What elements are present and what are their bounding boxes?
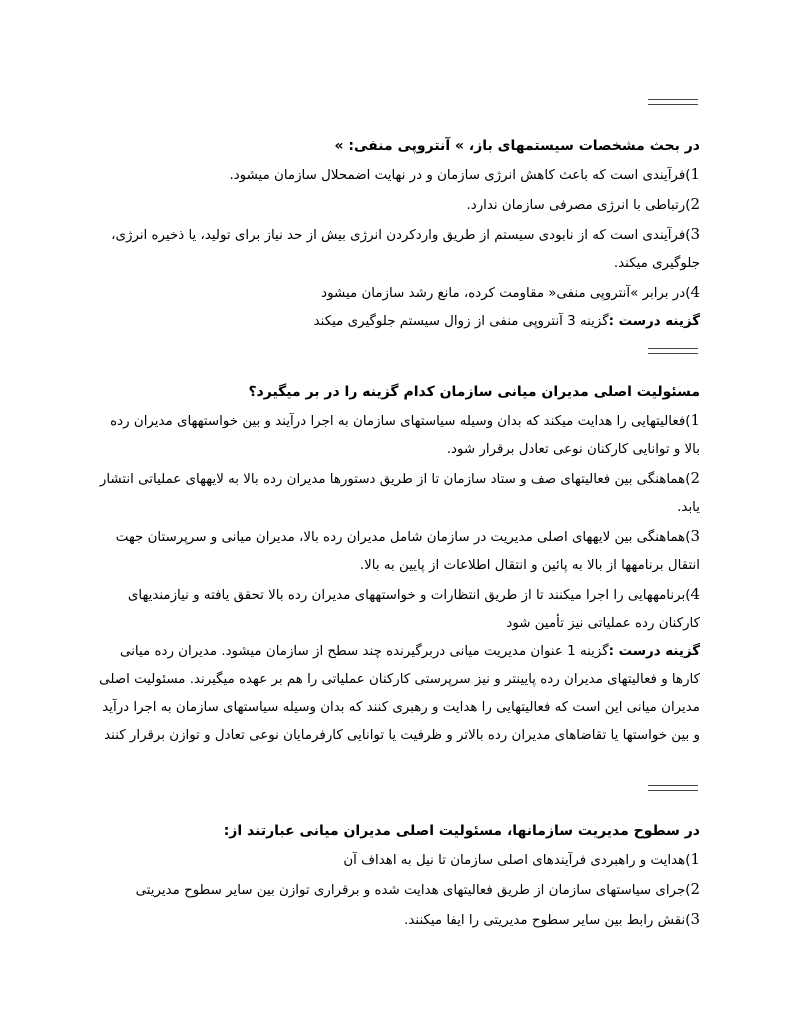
question-block-1	[95, 132, 700, 336]
question-title: در سطوح مدیریت سازمانها، مسئولیت اصلی مدیران میانی عبارتند از:	[223, 823, 700, 839]
answer-text: گزینه 3 آنتروپی منفی از زوال سیستم جلوگیری میکند	[313, 314, 609, 329]
option-number: 3	[690, 225, 700, 243]
option-item	[95, 190, 700, 220]
option-text: )برنامههایی را اجرا میکنند تا از طریق انتظارات و خواستههای مدیران رده بالا تحقق یافته و نیازمندیهای کارکنان رده عملیاتی نیز تأمین شود	[127, 588, 700, 631]
option-item	[95, 464, 700, 522]
question-title: در بحث مشخصات سیستمهای باز، » آنتروپی منفی: »	[334, 138, 700, 154]
option-number: 4	[690, 585, 700, 603]
option-item	[95, 580, 700, 638]
option-text: )فعالیتهایی را هدایت میکند که بدان وسیله سیاستهای سازمان به اجرا درآیند و بین خواستههای مدیران رده بالا و توانایی کارکنان نوعی تعادل برقرار شود.	[110, 414, 700, 457]
separator-line	[648, 348, 698, 354]
option-item	[95, 905, 700, 935]
option-number: 1	[690, 411, 700, 429]
option-number: 1	[690, 850, 700, 868]
question-title: مسئولیت اصلی مدیران میانی سازمان کدام گزینه را در بر میگیرد؟	[248, 384, 700, 400]
question-block-3	[95, 817, 700, 935]
option-number: 3	[690, 910, 700, 928]
answer-paragraph	[95, 308, 700, 336]
option-item	[95, 845, 700, 875]
question-block-2	[95, 378, 700, 750]
option-item	[95, 220, 700, 278]
option-text: )در برابر »آنتروپی منفی« مقاومت کرده، مانع رشد سازمان میشود	[321, 286, 691, 301]
option-item	[95, 160, 700, 190]
option-text: )هدایت و راهبردی فرآیندهای اصلی سازمان تا نیل به اهداف آن	[343, 853, 691, 868]
option-item	[95, 522, 700, 580]
option-text: )هماهنگی بین فعالیتهای صف و ستاد سازمان تا از طریق دستورها مدیران رده بالا به لایههای عملیاتی انتشار یابد.	[99, 472, 700, 515]
separator-line	[648, 785, 698, 791]
option-item	[95, 875, 700, 905]
answer-paragraph	[95, 638, 700, 750]
option-number: 2	[690, 880, 700, 898]
option-number: 3	[690, 527, 700, 545]
option-number: 2	[690, 469, 700, 487]
option-text: )فرآیندی است که باعث کاهش انرژی سازمان و در نهایت اضمحلال سازمان میشود.	[229, 168, 691, 183]
option-text: )رتباطی با انرژی مصرفی سازمان ندارد.	[466, 198, 691, 213]
option-text: )جرای سیاستهای سازمان از طریق فعالیتهای هدایت شده و برقراری توازن بین سایر سطوح مدیریتی	[135, 883, 691, 898]
option-item	[95, 278, 700, 308]
option-item	[95, 406, 700, 464]
option-number: 4	[690, 283, 700, 301]
option-number: 1	[690, 165, 700, 183]
option-text: )هماهنگی بین لایههای اصلی مدیریت در سازمان شامل مدیران رده بالا، مدیران میانی و سرپرستان جهت انتقال برنامهها از بالا به پائین و انتقال اطلاعات از پایین به بالا.	[115, 530, 700, 573]
option-text: )نقش رابط بین سایر سطوح مدیریتی را ایفا میکنند.	[404, 913, 691, 928]
separator-line	[648, 99, 698, 105]
option-text: )فرآیندی است که از نابودی سیستم از طریق واردکردن انرژی بیش از حد نیاز برای تولید، یا ذخیره انرژی، جلوگیری میکند.	[111, 228, 700, 271]
answer-text: گزینه 1 عنوان مدیریت میانی دربرگیرنده چند سطح از سازمان میشود. مدیران رده میانی کارها و فعالیتهای مدیران رده پایینتر و نیز سرپرستی کارکنان عملیاتی را هم بر عهده میگیرند. مسئولیت اصلی مدیران میانی این است که فعالیتهایی را هدایت و رهبری کنند که بدان وسیله سیاستهای سازمان به اجرا درآید و بین خواستها یا تقاضاهای مدیران رده بالاتر و ظرفیت یا توانایی کارفرمایان نوعی تعادل و توازن برقرار کنند	[99, 644, 700, 743]
option-number: 2	[690, 195, 700, 213]
answer-label: گزینه درست :	[608, 314, 700, 329]
answer-label: گزینه درست :	[608, 644, 700, 659]
